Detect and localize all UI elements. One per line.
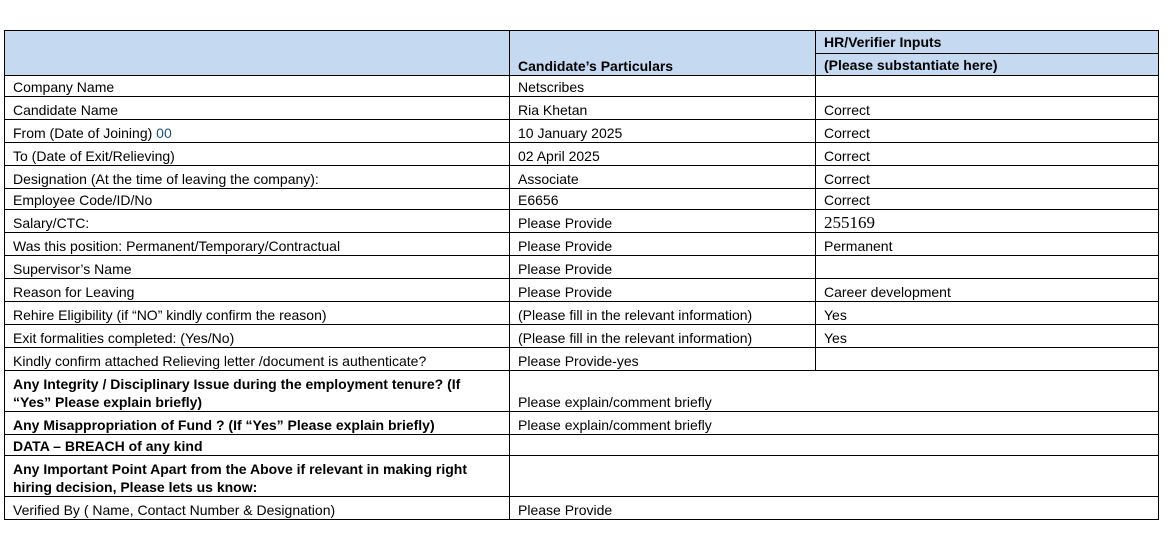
row-candidate-value: (Please fill in the relevant information) [510, 325, 816, 348]
row-label: Verified By ( Name, Contact Number & Designation) [5, 497, 510, 520]
row-candidate-value: Please Provide-yes [510, 348, 816, 371]
table-row [5, 348, 1159, 371]
row-candidate-value: Associate [510, 166, 816, 189]
table-row [5, 279, 1159, 302]
row-verifier-value: Yes [816, 302, 1159, 325]
row-verifier-value: Correct [816, 97, 1159, 120]
table-row [5, 233, 1159, 256]
table-row [5, 497, 1159, 520]
row-label: Any Misappropriation of Fund ? (If “Yes” Please explain briefly) [5, 412, 510, 435]
row-candidate-value: E6656 [510, 189, 816, 210]
row-label: Was this position: Permanent/Temporary/Contractual [5, 233, 510, 256]
row-candidate-value [510, 435, 1159, 456]
row-candidate-value [510, 456, 1159, 497]
row-label: Exit formalities completed: (Yes/No) [5, 325, 510, 348]
row-candidate-value: Please Provide [510, 233, 816, 256]
row-verifier-value: Career development [816, 279, 1159, 302]
table-header-row [5, 31, 1159, 76]
row-label: Company Name [5, 76, 510, 97]
row-candidate-value: Please Provide [510, 279, 816, 302]
row-candidate-value: Ria Khetan [510, 97, 816, 120]
row-verifier-value: Correct [816, 143, 1159, 166]
table-row [5, 435, 1159, 456]
row-candidate-value: Please explain/comment briefly [510, 412, 1159, 435]
row-label: Rehire Eligibility (if “NO” kindly confirm the reason) [5, 302, 510, 325]
table-row [5, 302, 1159, 325]
row-verifier-value [816, 256, 1159, 279]
row-label: Employee Code/ID/No [5, 189, 510, 210]
verification-table [4, 30, 1159, 520]
row-verifier-value: Correct [816, 120, 1159, 143]
row-candidate-value: Please Provide [510, 256, 816, 279]
row-candidate-value: Please Provide [510, 497, 1159, 520]
header-verifier-title: HR/Verifier Inputs [824, 34, 942, 50]
table-row [5, 371, 1159, 412]
row-label: Reason for Leaving [5, 279, 510, 302]
table-row [5, 97, 1159, 120]
header-verifier-cell [816, 31, 1159, 76]
table-row [5, 456, 1159, 497]
row-verifier-value: Correct [816, 189, 1159, 210]
header-label-cell [5, 31, 510, 76]
row-label: Candidate Name [5, 97, 510, 120]
row-label: Any Integrity / Disciplinary Issue during the employment tenure? (If “Yes” Please explain briefly) [5, 371, 510, 412]
table-row [5, 325, 1159, 348]
row-candidate-value: Please explain/comment briefly [510, 371, 1159, 412]
row-verifier-value: Permanent [816, 233, 1159, 256]
table-row [5, 256, 1159, 279]
row-label: From (Date of Joining) [13, 125, 153, 141]
row-label: Salary/CTC: [5, 210, 510, 233]
row-candidate-value: Please Provide [510, 210, 816, 233]
row-label: DATA – BREACH of any kind [5, 435, 510, 456]
table-row [5, 166, 1159, 189]
header-candidate-cell: Candidate’s Particulars [510, 31, 816, 76]
table-row [5, 120, 1159, 143]
table-row [5, 76, 1159, 97]
row-verifier-value: 255169 [816, 210, 1159, 233]
row-verifier-value: Correct [816, 166, 1159, 189]
row-candidate-value: (Please fill in the relevant information) [510, 302, 816, 325]
row-verifier-value [816, 76, 1159, 97]
row-candidate-value: 02 April 2025 [510, 143, 816, 166]
row-label-suffix: 00 [156, 125, 172, 141]
table-row [5, 189, 1159, 210]
row-label: Kindly confirm attached Relieving letter /document is authenticate? [5, 348, 510, 371]
table-row [5, 412, 1159, 435]
header-verifier-subtitle: (Please substantiate here) [816, 53, 1158, 75]
table-row [5, 210, 1159, 233]
table-row [5, 143, 1159, 166]
row-label: Designation (At the time of leaving the company): [5, 166, 510, 189]
row-candidate-value: 10 January 2025 [510, 120, 816, 143]
row-label: Any Important Point Apart from the Above if relevant in making right hiring decision, Please lets us know: [5, 456, 510, 497]
row-verifier-value [816, 348, 1159, 371]
row-label: Supervisor’s Name [5, 256, 510, 279]
row-label-cell [5, 120, 510, 143]
row-candidate-value: Netscribes [510, 76, 816, 97]
row-verifier-value: Yes [816, 325, 1159, 348]
row-label: To (Date of Exit/Relieving) [5, 143, 510, 166]
